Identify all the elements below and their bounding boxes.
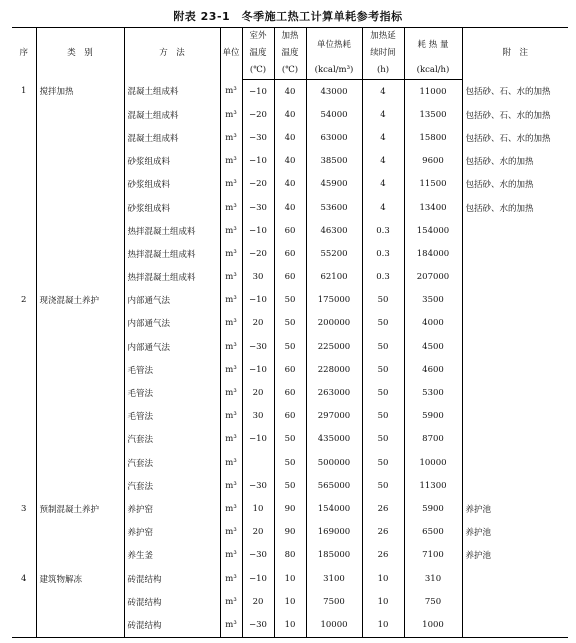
table-row xyxy=(12,312,568,335)
reference-table xyxy=(12,27,568,638)
cell-no xyxy=(12,544,36,567)
cell-no xyxy=(12,266,36,289)
cell-heat-temp: 10 xyxy=(274,567,306,590)
cell-heat-temp: 90 xyxy=(274,497,306,520)
cell-method: 混凝土组成料 xyxy=(124,126,220,149)
table-row xyxy=(12,173,568,196)
cell-duration: 10 xyxy=(362,567,404,590)
cell-no xyxy=(12,381,36,404)
cell-no xyxy=(12,173,36,196)
cell-outdoor-temp: 20 xyxy=(242,590,274,613)
cell-method: 内部通气法 xyxy=(124,312,220,335)
cell-heat-temp: 40 xyxy=(274,173,306,196)
header-unit-heat-1: 单位热耗 xyxy=(306,28,362,63)
cell-method: 热拌混凝土组成料 xyxy=(124,266,220,289)
cell-consumption: 11500 xyxy=(404,173,462,196)
cell-unit-heat: 3100 xyxy=(306,567,362,590)
cell-unit-heat: 297000 xyxy=(306,405,362,428)
cell-method: 汽套法 xyxy=(124,428,220,451)
cell-unit: m³ xyxy=(220,405,242,428)
cell-consumption: 13400 xyxy=(404,196,462,219)
cell-category xyxy=(36,173,124,196)
cell-outdoor-temp: 20 xyxy=(242,521,274,544)
cell-unit: m³ xyxy=(220,613,242,637)
cell-category xyxy=(36,451,124,474)
cell-category xyxy=(36,103,124,126)
cell-outdoor-temp: −30 xyxy=(242,613,274,637)
cell-method: 热拌混凝土组成料 xyxy=(124,219,220,242)
cell-unit-heat: 200000 xyxy=(306,312,362,335)
cell-method: 养护窑 xyxy=(124,521,220,544)
cell-outdoor-temp: −30 xyxy=(242,126,274,149)
table-row xyxy=(12,613,568,637)
cell-consumption: 7100 xyxy=(404,544,462,567)
cell-method: 砖混结构 xyxy=(124,613,220,637)
cell-outdoor-temp: −10 xyxy=(242,80,274,104)
table-row xyxy=(12,103,568,126)
cell-heat-temp: 50 xyxy=(274,289,306,312)
cell-unit-heat: 263000 xyxy=(306,381,362,404)
cell-method: 养护窑 xyxy=(124,497,220,520)
cell-heat-temp: 60 xyxy=(274,219,306,242)
cell-unit: m³ xyxy=(220,521,242,544)
cell-remark xyxy=(462,381,568,404)
cell-outdoor-temp: −30 xyxy=(242,335,274,358)
cell-duration: 4 xyxy=(362,173,404,196)
cell-remark: 包括砂、水的加热 xyxy=(462,173,568,196)
cell-remark xyxy=(462,405,568,428)
cell-unit: m³ xyxy=(220,242,242,265)
cell-consumption: 3500 xyxy=(404,289,462,312)
cell-unit: m³ xyxy=(220,381,242,404)
cell-consumption: 207000 xyxy=(404,266,462,289)
cell-unit: m³ xyxy=(220,150,242,173)
cell-category xyxy=(36,474,124,497)
cell-unit-heat: 228000 xyxy=(306,358,362,381)
cell-outdoor-temp: −10 xyxy=(242,219,274,242)
cell-method: 养生釜 xyxy=(124,544,220,567)
cell-no: 3 xyxy=(21,503,27,514)
cell-outdoor-temp: 20 xyxy=(242,312,274,335)
cell-duration: 4 xyxy=(362,103,404,126)
cell-method: 毛管法 xyxy=(124,405,220,428)
table-row xyxy=(12,567,568,590)
cell-outdoor-temp: −20 xyxy=(242,242,274,265)
cell-duration: 0.3 xyxy=(362,266,404,289)
table-row xyxy=(12,381,568,404)
header-remarks: 附 注 xyxy=(462,28,568,80)
cell-outdoor-temp: −10 xyxy=(242,150,274,173)
cell-outdoor-temp: −30 xyxy=(242,196,274,219)
cell-consumption: 15800 xyxy=(404,126,462,149)
table-row xyxy=(12,590,568,613)
table-row xyxy=(12,497,568,520)
cell-duration: 26 xyxy=(362,497,404,520)
cell-category: 预制混凝土养护 xyxy=(36,497,124,520)
cell-outdoor-temp: −20 xyxy=(242,103,274,126)
table-row xyxy=(12,126,568,149)
cell-category xyxy=(36,613,124,637)
cell-unit-heat: 53600 xyxy=(306,196,362,219)
cell-duration: 4 xyxy=(362,196,404,219)
cell-method: 砖混结构 xyxy=(124,567,220,590)
cell-consumption: 11000 xyxy=(404,80,462,104)
cell-duration: 50 xyxy=(362,451,404,474)
cell-remark xyxy=(462,451,568,474)
cell-consumption: 5900 xyxy=(404,497,462,520)
cell-unit: m³ xyxy=(220,474,242,497)
cell-remark: 养护池 xyxy=(462,497,568,520)
cell-heat-temp: 50 xyxy=(274,428,306,451)
cell-remark xyxy=(462,590,568,613)
cell-heat-temp: 40 xyxy=(274,150,306,173)
cell-unit-heat: 500000 xyxy=(306,451,362,474)
cell-consumption: 4600 xyxy=(404,358,462,381)
cell-no xyxy=(12,474,36,497)
cell-heat-temp: 40 xyxy=(274,103,306,126)
cell-category: 搅拌加热 xyxy=(36,80,124,104)
cell-consumption: 5300 xyxy=(404,381,462,404)
cell-method: 混凝土组成料 xyxy=(124,80,220,104)
header-unit-heat-2: (kcal/m³) xyxy=(306,62,362,80)
header-duration-2: 续时间 xyxy=(362,45,404,62)
header-heat-temp-1: 加热 xyxy=(274,28,306,46)
cell-duration: 4 xyxy=(362,150,404,173)
cell-remark xyxy=(462,219,568,242)
cell-method: 汽套法 xyxy=(124,474,220,497)
header-outdoor-temp-3: (℃) xyxy=(242,62,274,80)
table-row xyxy=(12,544,568,567)
cell-unit-heat: 435000 xyxy=(306,428,362,451)
cell-unit-heat: 7500 xyxy=(306,590,362,613)
cell-duration: 50 xyxy=(362,335,404,358)
cell-unit-heat: 175000 xyxy=(306,289,362,312)
cell-unit: m³ xyxy=(220,335,242,358)
table-row xyxy=(12,289,568,312)
header-category: 类 别 xyxy=(36,28,124,80)
cell-category xyxy=(36,544,124,567)
cell-remark xyxy=(462,358,568,381)
cell-unit-heat: 45900 xyxy=(306,173,362,196)
cell-category: 建筑物解冻 xyxy=(36,567,124,590)
cell-consumption: 10000 xyxy=(404,451,462,474)
cell-no: 2 xyxy=(21,295,27,306)
cell-unit: m³ xyxy=(220,196,242,219)
cell-remark xyxy=(462,266,568,289)
cell-outdoor-temp xyxy=(242,451,274,474)
cell-outdoor-temp: −20 xyxy=(242,173,274,196)
table-row xyxy=(12,451,568,474)
table-row xyxy=(12,335,568,358)
table-row xyxy=(12,80,568,104)
cell-remark xyxy=(462,335,568,358)
cell-unit-heat: 565000 xyxy=(306,474,362,497)
cell-no xyxy=(12,126,36,149)
cell-duration: 50 xyxy=(362,358,404,381)
cell-no xyxy=(12,358,36,381)
cell-heat-temp: 50 xyxy=(274,451,306,474)
header-no: 序 xyxy=(12,28,36,80)
cell-method: 毛管法 xyxy=(124,358,220,381)
cell-no xyxy=(12,150,36,173)
cell-category xyxy=(36,428,124,451)
cell-consumption: 4500 xyxy=(404,335,462,358)
cell-unit-heat: 46300 xyxy=(306,219,362,242)
cell-consumption: 9600 xyxy=(404,150,462,173)
cell-remark: 包括砂、水的加热 xyxy=(462,196,568,219)
cell-category xyxy=(36,266,124,289)
cell-heat-temp: 40 xyxy=(274,196,306,219)
cell-duration: 10 xyxy=(362,613,404,637)
cell-no: 4 xyxy=(21,573,27,584)
table-row xyxy=(12,358,568,381)
cell-consumption: 184000 xyxy=(404,242,462,265)
cell-no xyxy=(12,405,36,428)
cell-heat-temp: 90 xyxy=(274,521,306,544)
cell-outdoor-temp: 30 xyxy=(242,266,274,289)
cell-duration: 50 xyxy=(362,381,404,404)
cell-unit-heat: 154000 xyxy=(306,497,362,520)
header-outdoor-temp-2: 温度 xyxy=(242,45,274,62)
cell-duration: 50 xyxy=(362,312,404,335)
cell-remark: 包括砂、石、水的加热 xyxy=(462,126,568,149)
cell-no: 1 xyxy=(21,86,27,97)
cell-unit: m³ xyxy=(220,544,242,567)
cell-unit-heat: 62100 xyxy=(306,266,362,289)
cell-method: 热拌混凝土组成料 xyxy=(124,242,220,265)
cell-heat-temp: 60 xyxy=(274,266,306,289)
cell-outdoor-temp: 30 xyxy=(242,405,274,428)
cell-method: 砂浆组成料 xyxy=(124,173,220,196)
cell-category xyxy=(36,358,124,381)
cell-heat-temp: 50 xyxy=(274,335,306,358)
cell-category xyxy=(36,381,124,404)
cell-duration: 50 xyxy=(362,428,404,451)
cell-duration: 0.3 xyxy=(362,242,404,265)
cell-remark xyxy=(462,567,568,590)
cell-heat-temp: 80 xyxy=(274,544,306,567)
cell-no xyxy=(12,103,36,126)
cell-no xyxy=(12,451,36,474)
cell-heat-temp: 50 xyxy=(274,312,306,335)
cell-unit: m³ xyxy=(220,219,242,242)
cell-method: 砂浆组成料 xyxy=(124,196,220,219)
table-row xyxy=(12,266,568,289)
cell-category xyxy=(36,150,124,173)
cell-duration: 50 xyxy=(362,405,404,428)
page-title: 附表 23-1 冬季施工热工计算单耗参考指标 xyxy=(173,10,403,23)
table-row xyxy=(12,474,568,497)
cell-heat-temp: 60 xyxy=(274,242,306,265)
cell-heat-temp: 10 xyxy=(274,590,306,613)
cell-no xyxy=(12,613,36,637)
cell-consumption: 5900 xyxy=(404,405,462,428)
cell-unit: m³ xyxy=(220,358,242,381)
cell-duration: 4 xyxy=(362,126,404,149)
cell-consumption: 310 xyxy=(404,567,462,590)
cell-no xyxy=(12,219,36,242)
cell-remark xyxy=(462,289,568,312)
cell-consumption: 1000 xyxy=(404,613,462,637)
cell-consumption: 13500 xyxy=(404,103,462,126)
cell-remark: 包括砂、水的加热 xyxy=(462,150,568,173)
table-header xyxy=(12,28,568,80)
cell-category: 现浇混凝土养护 xyxy=(36,289,124,312)
table-row xyxy=(12,521,568,544)
cell-outdoor-temp: −30 xyxy=(242,474,274,497)
cell-no xyxy=(12,428,36,451)
cell-outdoor-temp: −10 xyxy=(242,428,274,451)
cell-method: 毛管法 xyxy=(124,381,220,404)
cell-unit-heat: 10000 xyxy=(306,613,362,637)
cell-outdoor-temp: 10 xyxy=(242,497,274,520)
header-duration-1: 加热延 xyxy=(362,28,404,46)
cell-method: 砂浆组成料 xyxy=(124,150,220,173)
cell-outdoor-temp: 20 xyxy=(242,381,274,404)
table-row xyxy=(12,405,568,428)
cell-category xyxy=(36,312,124,335)
cell-consumption: 154000 xyxy=(404,219,462,242)
cell-unit-heat: 185000 xyxy=(306,544,362,567)
cell-no xyxy=(12,242,36,265)
cell-no xyxy=(12,590,36,613)
cell-remark: 包括砂、石、水的加热 xyxy=(462,80,568,104)
cell-unit-heat: 169000 xyxy=(306,521,362,544)
header-unit: 单位 xyxy=(220,28,242,80)
cell-duration: 26 xyxy=(362,521,404,544)
cell-unit-heat: 225000 xyxy=(306,335,362,358)
cell-remark: 养护池 xyxy=(462,521,568,544)
cell-unit-heat: 63000 xyxy=(306,126,362,149)
cell-heat-temp: 40 xyxy=(274,126,306,149)
cell-remark xyxy=(462,312,568,335)
cell-no xyxy=(12,335,36,358)
cell-unit-heat: 38500 xyxy=(306,150,362,173)
cell-unit: m³ xyxy=(220,312,242,335)
cell-category xyxy=(36,521,124,544)
cell-unit: m³ xyxy=(220,126,242,149)
cell-unit-heat: 43000 xyxy=(306,80,362,104)
table-row xyxy=(12,219,568,242)
cell-unit: m³ xyxy=(220,428,242,451)
cell-method: 内部通气法 xyxy=(124,335,220,358)
cell-outdoor-temp: −30 xyxy=(242,544,274,567)
cell-consumption: 6500 xyxy=(404,521,462,544)
cell-category xyxy=(36,590,124,613)
cell-outdoor-temp: −10 xyxy=(242,289,274,312)
cell-duration: 0.3 xyxy=(362,219,404,242)
cell-remark: 养护池 xyxy=(462,544,568,567)
cell-duration: 26 xyxy=(362,544,404,567)
cell-heat-temp: 60 xyxy=(274,405,306,428)
table-row xyxy=(12,196,568,219)
cell-remark xyxy=(462,613,568,637)
header-consumption-1: 耗 热 量 xyxy=(404,28,462,63)
table-row xyxy=(12,150,568,173)
cell-method: 混凝土组成料 xyxy=(124,103,220,126)
cell-unit: m³ xyxy=(220,103,242,126)
cell-consumption: 11300 xyxy=(404,474,462,497)
cell-unit-heat: 55200 xyxy=(306,242,362,265)
cell-heat-temp: 60 xyxy=(274,358,306,381)
cell-unit: m³ xyxy=(220,451,242,474)
cell-duration: 10 xyxy=(362,590,404,613)
cell-category xyxy=(36,196,124,219)
cell-duration: 4 xyxy=(362,80,404,104)
cell-category xyxy=(36,126,124,149)
table-row xyxy=(12,242,568,265)
cell-unit: m³ xyxy=(220,266,242,289)
cell-unit: m³ xyxy=(220,289,242,312)
cell-unit: m³ xyxy=(220,80,242,104)
cell-no xyxy=(12,312,36,335)
cell-no xyxy=(12,521,36,544)
cell-outdoor-temp: −10 xyxy=(242,358,274,381)
cell-category xyxy=(36,219,124,242)
cell-unit: m³ xyxy=(220,590,242,613)
cell-unit: m³ xyxy=(220,173,242,196)
cell-method: 砖混结构 xyxy=(124,590,220,613)
cell-consumption: 750 xyxy=(404,590,462,613)
cell-remark xyxy=(462,474,568,497)
cell-remark xyxy=(462,242,568,265)
cell-method: 汽套法 xyxy=(124,451,220,474)
header-heat-temp-3: (℃) xyxy=(274,62,306,80)
cell-consumption: 4000 xyxy=(404,312,462,335)
header-heat-temp-2: 温度 xyxy=(274,45,306,62)
cell-heat-temp: 60 xyxy=(274,381,306,404)
table-body xyxy=(12,80,568,638)
cell-duration: 50 xyxy=(362,289,404,312)
cell-consumption: 8700 xyxy=(404,428,462,451)
cell-heat-temp: 10 xyxy=(274,613,306,637)
cell-duration: 50 xyxy=(362,474,404,497)
cell-method: 内部通气法 xyxy=(124,289,220,312)
header-duration-3: (h) xyxy=(362,62,404,80)
cell-heat-temp: 50 xyxy=(274,474,306,497)
cell-category xyxy=(36,242,124,265)
cell-heat-temp: 40 xyxy=(274,80,306,104)
cell-unit-heat: 54000 xyxy=(306,103,362,126)
header-outdoor-temp-1: 室外 xyxy=(242,28,274,46)
cell-outdoor-temp: −10 xyxy=(242,567,274,590)
cell-unit: m³ xyxy=(220,497,242,520)
cell-category xyxy=(36,335,124,358)
cell-category xyxy=(36,405,124,428)
table-row xyxy=(12,428,568,451)
cell-no xyxy=(12,196,36,219)
header-method: 方 法 xyxy=(124,28,220,80)
cell-unit: m³ xyxy=(220,567,242,590)
cell-remark xyxy=(462,428,568,451)
cell-remark: 包括砂、石、水的加热 xyxy=(462,103,568,126)
header-consumption-2: (kcal/h) xyxy=(404,62,462,80)
